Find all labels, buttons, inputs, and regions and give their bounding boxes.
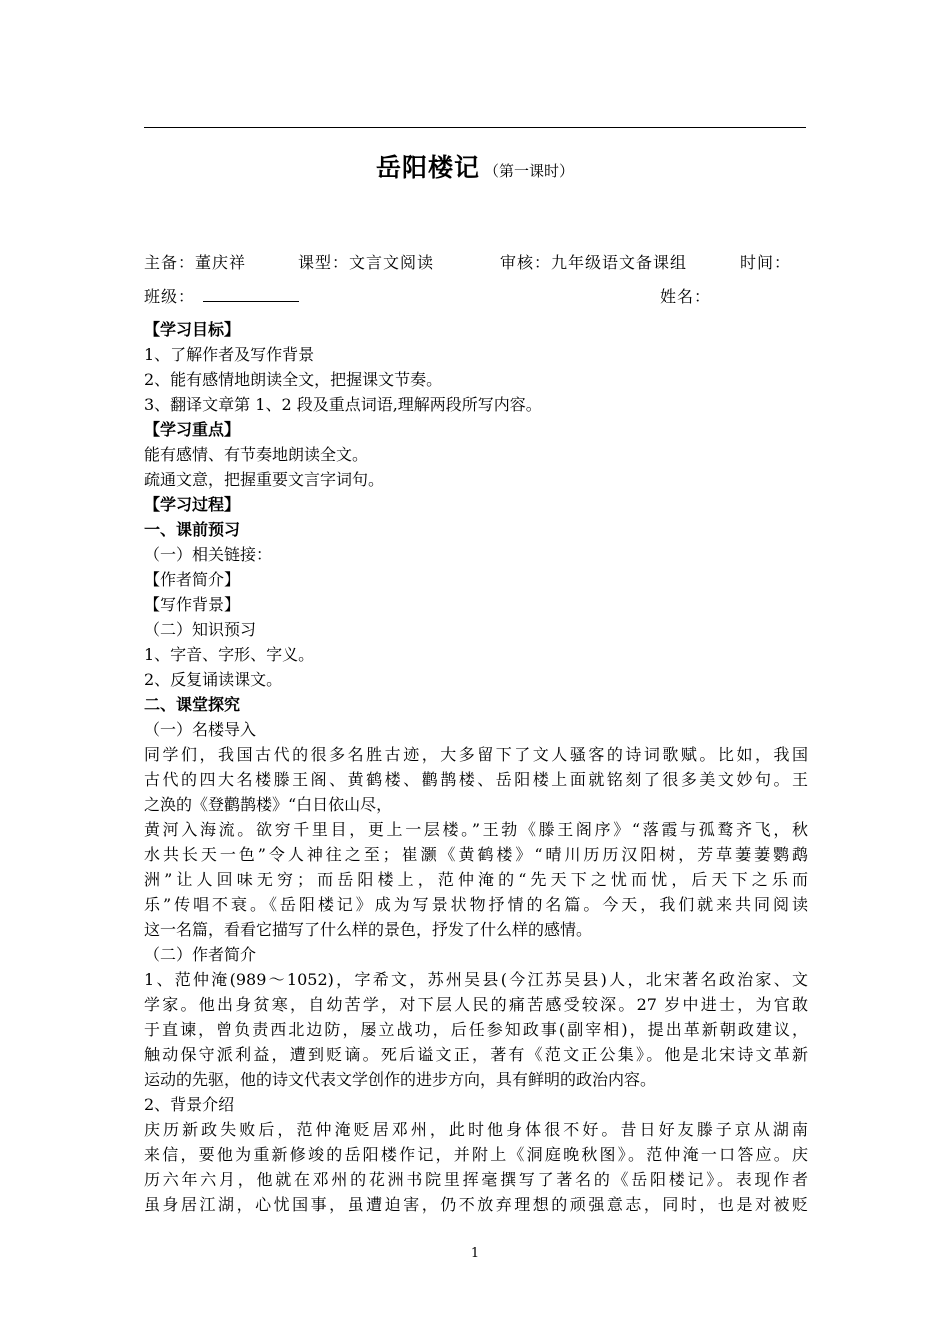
paragraph-line: 庆历新政失败后，范仲淹贬居邓州，此时他身体很不好。昔日好友滕子京从湖南 <box>144 1120 808 1139</box>
paragraph-line: 黄河入海流。欲穷千里目，更上一层楼。”王勃《滕王阁序》“落霞与孤鹜齐飞，秋 <box>144 820 808 839</box>
reviewer: 审核：九年级语文备课组 <box>500 253 688 272</box>
background-paragraph <box>144 1117 808 1217</box>
paragraph-line: 古代的四大名楼滕王阁、黄鹤楼、鹳鹊楼、岳阳楼上面就铭刻了很多美文妙句。王 <box>144 770 808 789</box>
class-row <box>144 284 299 307</box>
focus-heading: 【学习重点】 <box>144 420 241 439</box>
explore-heading: 二、课堂探究 <box>144 695 241 714</box>
paragraph-line: 运动的先驱，他的诗文代表文学创作的进步方向，具有鲜明的政治内容。 <box>144 1070 657 1089</box>
name-label: 姓名： <box>660 287 712 306</box>
time-label: 时间： <box>740 253 792 272</box>
lesson-type: 课型：文言文阅读 <box>298 253 435 272</box>
goals-heading: 【学习目标】 <box>144 320 241 339</box>
paragraph-line: 同学们，我国古代的很多名胜古迹，大多留下了文人骚客的诗词歌赋。比如，我国 <box>144 745 808 764</box>
header-rule <box>144 127 806 128</box>
paragraph-line: 洲”让人回味无穷；而岳阳楼上，范仲淹的“先天下之忧而忧，后天下之乐而 <box>144 870 808 889</box>
paragraph-line: 虽身居江湖，心忧国事，虽遭迫害，仍不放弃理想的顽强意志，同时，也是对被贬 <box>144 1195 808 1214</box>
paragraph-line: 水共长天一色”令人神往之至；崔灏《黄鹤楼》“晴川历历汉阳树，芳草萋萋鹦鹉 <box>144 845 808 864</box>
paragraph-line: 触动保守派利益，遭到贬谪。死后谥文正，著有《范文正公集》。他是北宋诗文革新 <box>144 1045 808 1064</box>
paragraph-line: 于直谏，曾负责西北边防，屡立战功，后任参知政事(副宰相)，提出革新朝政建议， <box>144 1020 808 1039</box>
process-heading: 【学习过程】 <box>144 495 241 514</box>
paragraph-line: 之涣的《登鹳鹊楼》“白日依山尽， <box>144 795 393 814</box>
preview-item: （二）知识预习 <box>144 620 257 639</box>
preview-item: 1、字音、字形、字义。 <box>144 645 315 664</box>
document-title <box>0 148 950 184</box>
title-subtitle: （第一课时） <box>484 162 575 180</box>
class-blank-field[interactable] <box>203 287 299 302</box>
paragraph-line: 历六年六月，他就在邓州的花洲书院里挥毫撰写了著名的《岳阳楼记》。表现作者 <box>144 1170 808 1189</box>
paragraph-line: 乐”传唱不衰。《岳阳楼记》成为写景状物抒情的名篇。今天，我们就来共同阅读 <box>144 895 808 914</box>
prepared-by: 主备：董庆祥 <box>144 253 247 272</box>
page-number: 1 <box>470 1246 480 1261</box>
paragraph-line: 来信，要他为重新修竣的岳阳楼作记，并附上《洞庭晚秋图》。范仲淹一口答应。庆 <box>144 1145 808 1164</box>
title-main: 岳阳楼记 <box>375 153 480 182</box>
goal-item: 3、翻译文章第 1、2 段及重点词语,理解两段所写内容。 <box>144 395 542 414</box>
intro-paragraph <box>144 742 808 942</box>
preview-heading: 一、课前预习 <box>144 520 241 539</box>
paragraph-line: 学家。他出身贫寒，自幼苦学，对下层人民的痛苦感受较深。27 岁中进士，为官敢 <box>144 995 808 1014</box>
preview-item: 2、反复诵读课文。 <box>144 670 283 689</box>
preview-item: 【作者简介】 <box>144 570 241 589</box>
document-body <box>144 317 808 1217</box>
paragraph-line: 1、范仲淹(989～1052)，字希文，苏州吴县(今江苏吴县)人，北宋著名政治家、文 <box>144 970 808 989</box>
goal-item: 2、能有感情地朗读全文，把握课文节奏。 <box>144 370 443 389</box>
paragraph-line: 这一名篇，看看它描写了什么样的景色，抒发了什么样的感情。 <box>144 920 593 939</box>
author-paragraph <box>144 967 808 1092</box>
focus-item: 疏通文意，把握重要文言字词句。 <box>144 470 385 489</box>
goal-item: 1、了解作者及写作背景 <box>144 345 315 364</box>
author-heading: （二）作者简介 <box>144 945 257 964</box>
focus-item: 能有感情、有节奏地朗读全文。 <box>144 445 369 464</box>
meta-row <box>144 250 791 273</box>
intro-heading: （一）名楼导入 <box>144 720 257 739</box>
preview-item: 【写作背景】 <box>144 595 241 614</box>
class-label: 班级： <box>144 287 196 306</box>
preview-item: （一）相关链接： <box>144 545 273 564</box>
background-heading: 2、背景介绍 <box>144 1095 235 1114</box>
